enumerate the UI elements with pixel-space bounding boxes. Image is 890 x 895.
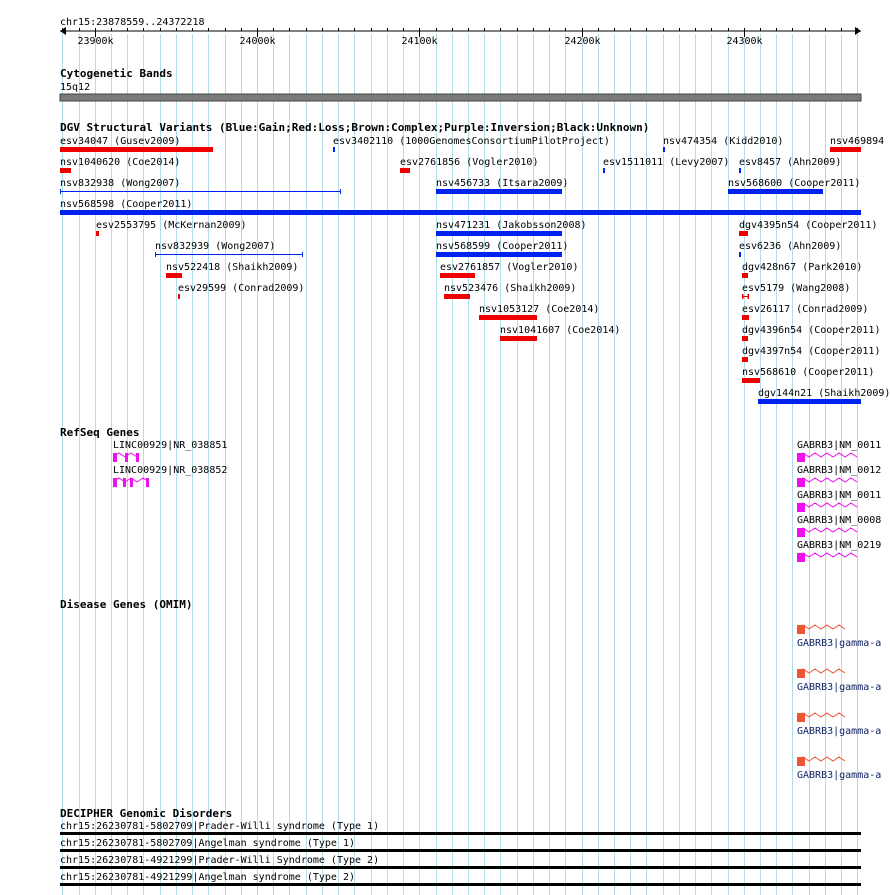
decipher-disorder-label: chr15:26230781-4921299|Angelman syndrome (Type 2) (60, 872, 356, 883)
dgv-variant-label: nsv832938 (Wong2007) (60, 178, 181, 189)
gene[interactable] (113, 440, 227, 462)
ruler-tick-label: 23900k (77, 36, 114, 47)
dgv-variant[interactable] (155, 241, 303, 257)
dgv-variant-label: nsv523476 (Shaikh2009) (444, 283, 577, 294)
ruler (60, 17, 861, 47)
dgv-variant-label: dgv144n21 (Shaikh2009) (758, 388, 890, 399)
dgv-variant-bar[interactable] (742, 273, 748, 278)
dgv-variant[interactable] (436, 220, 587, 236)
track-dgv-structural-variants (60, 121, 890, 404)
track-disease-genes-omim (60, 598, 881, 781)
dgv-variant[interactable] (444, 283, 576, 299)
track-title: Cytogenetic Bands (60, 67, 173, 80)
dgv-variant[interactable] (166, 262, 298, 278)
dgv-variant-label: esv2553795 (McKernan2009) (96, 220, 247, 231)
gene-exon (113, 478, 117, 487)
decipher-disorder-label: chr15:26230781-4921299|Prader-Willi Syndrome (Type 2) (60, 855, 380, 866)
decipher-disorder-label: chr15:26230781-5802709|Prader-Willi syndrome (Type 1) (60, 821, 380, 832)
track-title: RefSeq Genes (60, 426, 140, 439)
gene-label: GABRB3|NM_0011 (797, 440, 882, 451)
dgv-variant-bar[interactable] (400, 168, 410, 173)
gene-exon (797, 625, 805, 634)
gene-exon (136, 453, 139, 462)
dgv-variant-end-cap (748, 294, 750, 299)
dgv-variant[interactable] (739, 241, 841, 257)
dgv-variant-label: nsv474354 (Kidd2010) (663, 136, 784, 147)
gene-exon (797, 528, 805, 537)
dgv-variant-label: dgv4396n54 (Cooper2011) (742, 325, 881, 336)
gene[interactable] (113, 465, 227, 487)
dgv-variant-bar[interactable] (60, 168, 71, 173)
ruler-tick-label: 24200k (564, 36, 601, 47)
dgv-variant[interactable] (742, 346, 880, 362)
gene-label: GABRB3|gamma-a (797, 638, 882, 649)
dgv-variant-label: nsv1053127 (Coe2014) (479, 304, 600, 315)
dgv-variant-bar[interactable] (436, 231, 562, 236)
gene-label: GABRB3|NM_0008 (797, 515, 882, 526)
track-cytogenetic-bands (60, 67, 861, 101)
dgv-variant-bar[interactable] (742, 315, 749, 320)
gene-exon (797, 453, 805, 462)
gene-exon (125, 453, 128, 462)
ruler-tick-label: 24000k (239, 36, 276, 47)
gene-exon (797, 478, 805, 487)
dgv-variant[interactable] (742, 283, 850, 299)
dgv-variant[interactable] (728, 178, 860, 194)
dgv-variant-label: esv34047 (Gusev2009) (60, 136, 181, 147)
dgv-variant-bar[interactable] (166, 273, 182, 278)
decipher-features (60, 821, 861, 886)
decipher-disorder-bar[interactable] (60, 849, 861, 852)
dgv-variant-bar[interactable] (742, 378, 760, 383)
decipher-disorder[interactable] (60, 872, 861, 886)
gene-label: GABRB3|gamma-a (797, 726, 882, 737)
dgv-variant-label: esv8457 (Ahn2009) (739, 157, 842, 168)
dgv-variant-label: nsv832939 (Wong2007) (155, 241, 276, 252)
gene-intron (797, 553, 857, 557)
dgv-variant-tick[interactable] (663, 147, 665, 152)
dgv-variant-label: esv2761857 (Vogler2010) (440, 262, 579, 273)
gene-intron (797, 503, 857, 507)
dgv-variant[interactable] (333, 136, 610, 152)
dgv-variant-label: esv5179 (Wang2008) (742, 283, 851, 294)
gene-exon (130, 478, 133, 487)
cytoband-label: 15q12 (60, 82, 91, 93)
dgv-variant-bar[interactable] (96, 231, 99, 236)
dgv-variant-label: dgv428n67 (Park2010) (742, 262, 863, 273)
decipher-disorder[interactable] (60, 821, 861, 835)
dgv-variant-label: nsv456733 (Itsara2009) (436, 178, 569, 189)
gene-exon (797, 713, 805, 722)
gene-exon (797, 757, 805, 766)
dgv-variant-label: nsv568599 (Cooper2011) (436, 241, 569, 252)
track-title: DGV Structural Variants (Blue:Gain;Red:Loss;Brown:Complex;Purple:Inversion;Black:Unknown) (60, 121, 650, 134)
gene-exon (113, 453, 117, 462)
dgv-variant-bar[interactable] (436, 189, 562, 194)
dgv-variant[interactable] (742, 325, 880, 341)
dgv-variant[interactable] (663, 136, 783, 152)
dgv-variant-bar[interactable] (440, 273, 475, 278)
dgv-variant-label: dgv4395n54 (Cooper2011) (739, 220, 878, 231)
gene-intron (797, 453, 857, 457)
dgv-variant[interactable] (60, 199, 861, 215)
dgv-variant-bar[interactable] (758, 399, 861, 404)
dgv-variant[interactable] (742, 367, 874, 383)
decipher-disorder-label: chr15:26230781-5802709|Angelman syndrome (Type 1) (60, 838, 356, 849)
region-label: chr15:23878559..24372218 (60, 17, 205, 28)
gene-label: GABRB3|NM_0219 (797, 540, 882, 551)
dgv-variant-label: nsv1040620 (Coe2014) (60, 157, 181, 168)
gene-label: GABRB3|NM_0012 (797, 465, 882, 476)
gene-intron (797, 478, 857, 482)
dgv-variant[interactable] (830, 136, 884, 152)
dgv-variant-label: nsv568610 (Cooper2011) (742, 367, 875, 378)
dgv-variant[interactable] (96, 220, 247, 236)
dgv-variant-bar[interactable] (444, 294, 470, 299)
gene-label: LINC00929|NR_038851 (113, 440, 228, 451)
track-title: Disease Genes (OMIM) (60, 598, 193, 611)
dgv-variant-bar[interactable] (739, 231, 748, 236)
dgv-variant-bar[interactable] (742, 357, 748, 362)
track-title: DECIPHER Genomic Disorders (60, 807, 233, 820)
dgv-variant-tick[interactable] (603, 168, 605, 173)
gene-label: GABRB3|gamma-a (797, 682, 882, 693)
gene-exon (797, 503, 805, 512)
dgv-variant-bar[interactable] (60, 147, 213, 152)
dgv-variant[interactable] (739, 157, 841, 173)
dgv-variant-tick[interactable] (739, 252, 741, 257)
gene-exon (123, 478, 126, 487)
dgv-variant-label: esv2761856 (Vogler2010) (400, 157, 539, 168)
dgv-variant[interactable] (436, 178, 568, 194)
decipher-disorder-bar[interactable] (60, 883, 861, 886)
dgv-variant-bar[interactable] (830, 147, 861, 152)
dgv-variant-label: nsv471231 (Jakobsson2008) (436, 220, 587, 231)
dgv-variant[interactable] (440, 262, 578, 278)
dgv-variant-label: nsv568600 (Cooper2011) (728, 178, 861, 189)
gene-exon (146, 478, 149, 487)
gene-label: GABRB3|gamma-a (797, 770, 882, 781)
dgv-variant[interactable] (758, 388, 890, 404)
dgv-variant-label: esv26117 (Conrad2009) (742, 304, 869, 315)
dgv-variant-bar[interactable] (436, 252, 562, 257)
dgv-features (60, 136, 890, 404)
dgv-variant[interactable] (60, 136, 213, 152)
dgv-variant-bar[interactable] (60, 210, 861, 215)
track-decipher-genomic-disorders (60, 807, 861, 886)
cytoband-bar[interactable] (60, 94, 861, 101)
dgv-variant[interactable] (739, 220, 877, 236)
decipher-disorder-bar[interactable] (60, 832, 861, 835)
dgv-variant[interactable] (479, 304, 599, 320)
dgv-variant[interactable] (436, 241, 568, 257)
gene-exon (797, 553, 805, 562)
decipher-disorder-bar[interactable] (60, 866, 861, 869)
dgv-variant-label: esv3402110 (1000GenomesConsortiumPilotProject) (333, 136, 610, 147)
dgv-variant-bar[interactable] (742, 336, 748, 341)
decipher-disorder[interactable] (60, 855, 861, 869)
dgv-variant-label: esv1511011 (Levy2007) (603, 157, 730, 168)
dgv-variant[interactable] (60, 178, 341, 194)
gene-label: LINC00929|NR_038852 (113, 465, 228, 476)
decipher-disorder[interactable] (60, 838, 861, 852)
gene-intron (797, 528, 857, 532)
dgv-variant-tick[interactable] (333, 147, 335, 152)
dgv-variant[interactable] (60, 157, 180, 173)
dgv-variant[interactable] (500, 325, 620, 341)
dgv-variant-bar[interactable] (500, 336, 537, 341)
dgv-variant-label: nsv469894 (830, 136, 885, 147)
dgv-variant-label: dgv4397n54 (Cooper2011) (742, 346, 881, 357)
ruler-tick-label: 24300k (726, 36, 763, 47)
dgv-variant-tick[interactable] (739, 168, 741, 173)
dgv-variant[interactable] (603, 157, 729, 173)
dgv-variant-label: esv29599 (Conrad2009) (178, 283, 305, 294)
dgv-variant-bar[interactable] (479, 315, 537, 320)
dgv-variant-label: nsv522418 (Shaikh2009) (166, 262, 299, 273)
ruler-major-ticks (77, 31, 762, 47)
dgv-variant-label: nsv1041607 (Coe2014) (500, 325, 621, 336)
refseq-features (113, 440, 881, 562)
dgv-variant-bar[interactable] (728, 189, 823, 194)
gene-label: GABRB3|NM_0011 (797, 490, 882, 501)
dgv-variant-start-cap (742, 294, 744, 299)
dgv-variant-label: nsv568598 (Cooper2011) (60, 199, 193, 210)
gene-exon (797, 669, 805, 678)
ruler-tick-label: 24100k (401, 36, 438, 47)
track-refseq-genes (60, 426, 881, 562)
dgv-variant-label: esv6236 (Ahn2009) (739, 241, 842, 252)
dgv-variant-bar[interactable] (178, 294, 180, 299)
